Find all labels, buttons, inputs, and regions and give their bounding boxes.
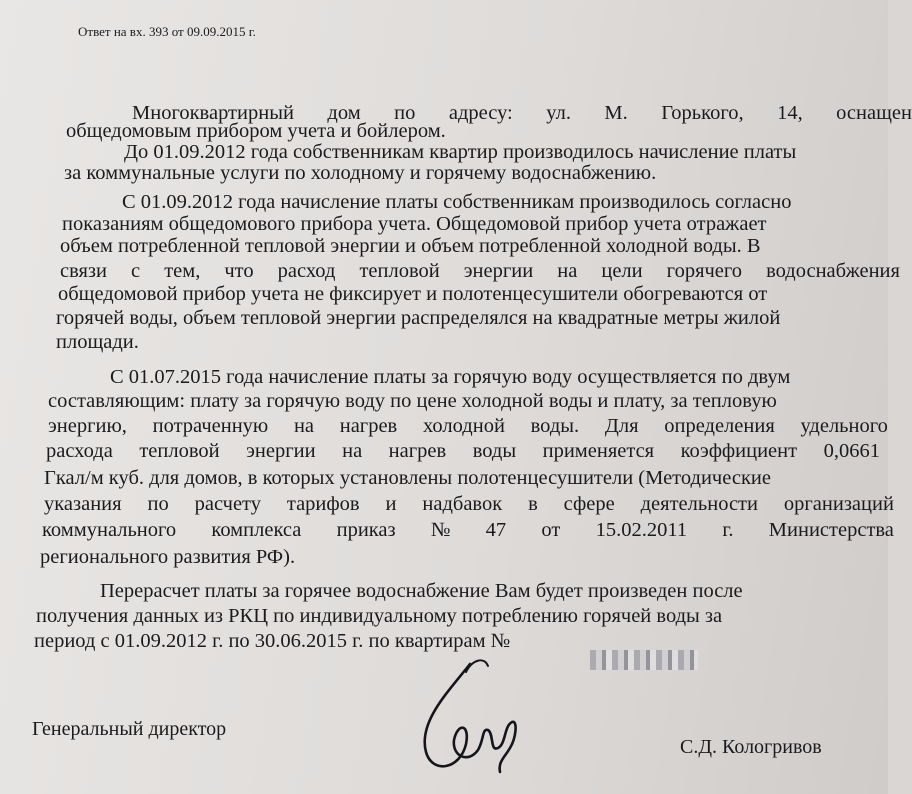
body-line-9: общедомовой прибор учета не фиксирует и полотенцесушители обогреваются от [58,283,768,305]
body-line-16: Гкал/м куб. для домов, в которых установлены полотенцесушители (Методические [44,467,771,489]
body-line-18: коммунального комплекса приказ № 47 от 15.02.2011 г. Министерства [42,519,894,541]
body-line-6: показаниям общедомового прибора учета. Общедомовой прибор учета отражает [62,213,767,235]
body-line-12: С 01.07.2015 года начисление платы за горячую воду осуществляется по двум [110,366,791,388]
body-line-15: расхода тепловой энергии на нагрев воды применяется коэффициент 0,0661 [46,440,880,462]
signatory-name: С.Д. Кологривов [680,736,822,758]
signatory-title: Генеральный директор [32,718,227,740]
reference-line: Ответ на вх. 393 от 09.09.2015 г. [78,24,256,39]
body-line-21: получения данных из РКЦ по индивидуальному потреблению горячей воды за [36,605,723,627]
body-line-19: регионального развития РФ). [40,546,296,568]
body-line-10: горячей воды, объем тепловой энергии распределялся на квадратные метры жилой [56,307,781,329]
body-line-22: период с 01.09.2012 г. по 30.06.2015 г. по квартирам № [34,630,511,652]
body-line-14: энергию, потраченную на нагрев холодной воды. Для определения удельного [48,415,888,437]
body-line-13: составляющим: плату за горячую воду по цене холодной воды и плату, за тепловую [48,390,777,412]
body-line-11: площади. [56,331,139,353]
body-line-5: С 01.09.2012 года начисление платы собственникам производилось согласно [122,191,792,213]
body-line-7: объем потребленной тепловой энергии и объем потребленной холодной воды. В [60,235,761,257]
body-line-4: за коммунальные услуги по холодному и горячему водоснабжению. [64,162,657,184]
body-line-20: Перерасчет платы за горячее водоснабжение Вам будет произведен после [100,580,743,602]
body-line-2: общедомовым прибором учета и бойлером. [66,120,446,142]
handwritten-signature [408,652,538,787]
body-line-3: До 01.09.2012 года собственникам квартир производилось начисление платы [124,141,797,163]
body-line-1: Многоквартирный дом по адресу: ул. М. Горького, 14, оснащен [132,102,912,124]
body-line-17: указания по расчету тарифов и надбавок в сфере деятельности организаций [44,493,894,515]
body-line-8: связи с тем, что расход тепловой энергии на цели горячего водоснабжения [60,260,900,282]
redacted-apartment-number [590,650,698,670]
